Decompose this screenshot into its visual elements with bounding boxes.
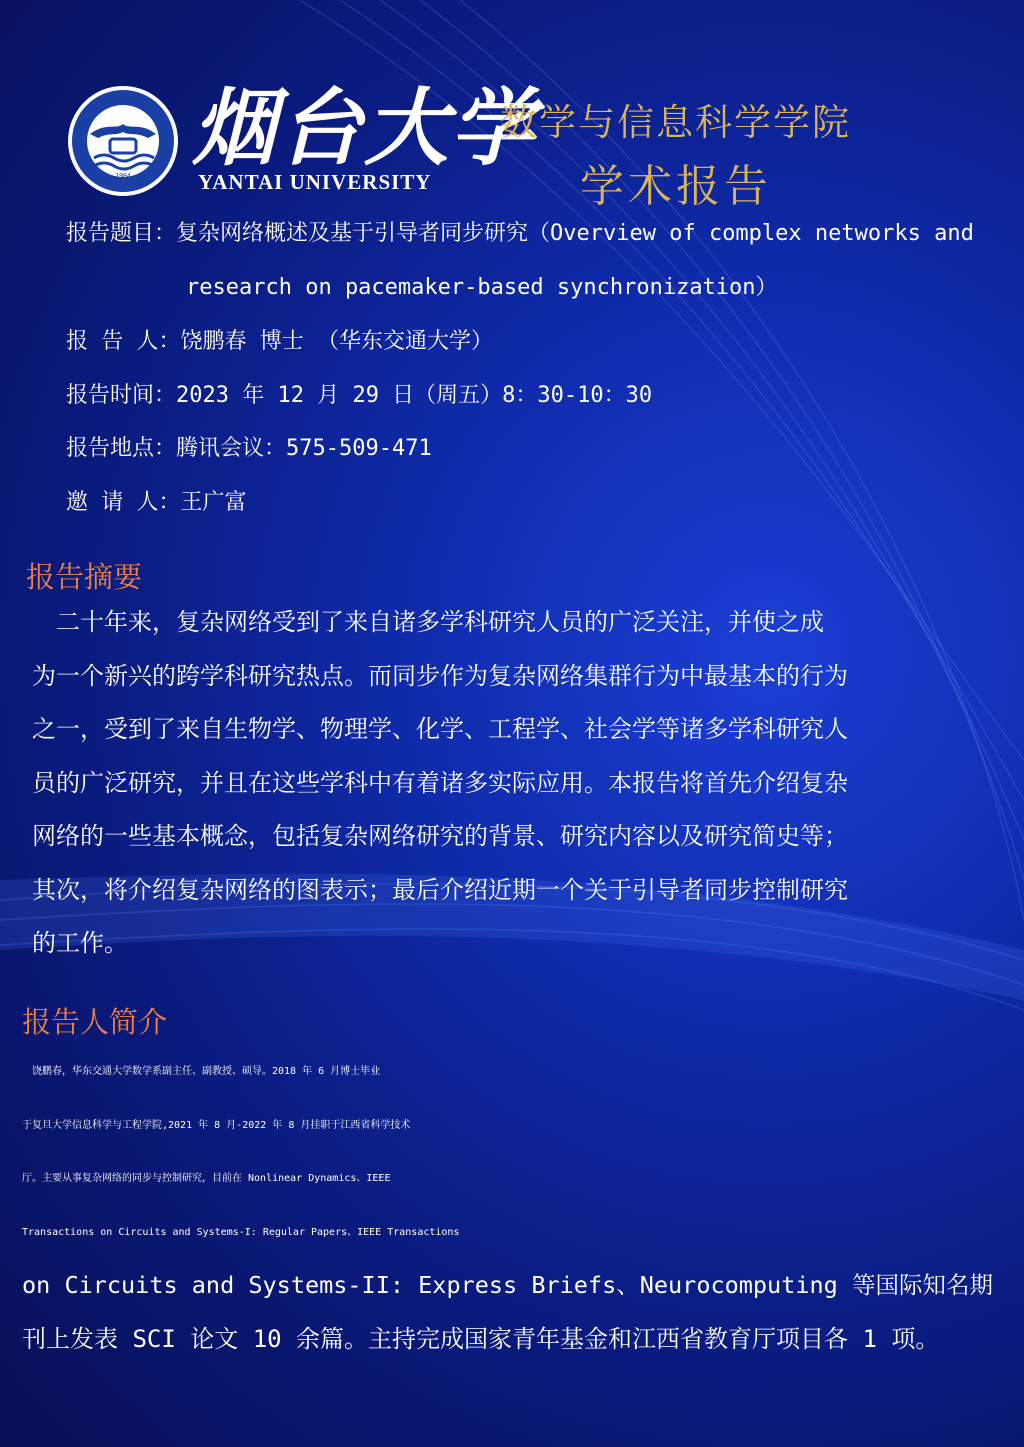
university-name-cn: 烟台大学 [192, 78, 537, 177]
abstract-line: 二十年来，复杂网络受到了来自诸多学科研究人员的广泛关注，并使之成 [32, 608, 824, 636]
speaker-line: 报 告 人：饶鹏春 博士 （华东交通大学） [66, 329, 493, 354]
abstract-heading: 报告摘要 [26, 560, 143, 594]
time-line: 报告时间：2023 年 12 月 29 日（周五）8：30-10：30 [66, 383, 653, 408]
school-name: 数学与信息科学学院 [500, 101, 851, 144]
abstract-line: 员的广泛研究，并且在这些学科中有着诸多实际应用。本报告将首先介绍复杂 [32, 768, 848, 797]
abstract-line: 网络的一些基本概念，包括复杂网络研究的背景、研究内容以及研究简史等； [32, 822, 848, 850]
bio-line: 厅。主要从事复杂网络的同步与控制研究，目前在 Nonlinear Dynamics、IEEE [22, 1173, 391, 1184]
place-line: 报告地点：腾讯会议：575-509-471 [66, 436, 432, 461]
abstract-line: 其次，将介绍复杂网络的图表示；最后介绍近期一个关于引导者同步控制研究 [32, 875, 848, 904]
bio-line: 刊上发表 SCI 论文 10 余篇。主持完成国家青年基金和江西省教育厅项目各 1 项。 [22, 1324, 940, 1353]
bio-line: 饶鹏春，华东交通大学数学系副主任、副教授、硕导。2018 年 6 月博士毕业 [22, 1066, 381, 1077]
abstract-text [32, 596, 848, 971]
abstract-line: 为一个新兴的跨学科研究热点。而同步作为复杂网络集群行为中最基本的行为 [32, 661, 848, 690]
university-name-en: YANTAI UNIVERSITY [198, 170, 432, 194]
abstract-line: 之一，受到了来自生物学、物理学、化学、工程学、社会学等诸多学科研究人 [32, 715, 848, 743]
bio-text [22, 1045, 993, 1366]
topic-line-1: 报告题目：复杂网络概述及基于引导者同步研究（Overview of complex networks and [66, 221, 974, 246]
abstract-line: 的工作。 [32, 929, 128, 957]
bio-line: on Circuits and Systems-II: Express Briefs、Neurocomputing 等国际知名期 [22, 1271, 993, 1299]
university-seal-icon [66, 84, 180, 198]
seal-year: 1984 [115, 173, 131, 180]
bio-line: 于复旦大学信息科学与工程学院,2021 年 8 月-2022 年 8 月挂职于江西省科学技术 [22, 1119, 411, 1131]
inviter-line: 邀 请 人：王广富 [66, 490, 247, 515]
topic-line-2: research on pacemaker-based synchronization） [186, 275, 778, 300]
bio-heading: 报告人简介 [22, 1005, 168, 1039]
report-title: 学术报告 [580, 161, 772, 212]
bio-line: Transactions on Circuits and Systems-I: Regular Papers、IEEE Transactions [22, 1226, 460, 1238]
